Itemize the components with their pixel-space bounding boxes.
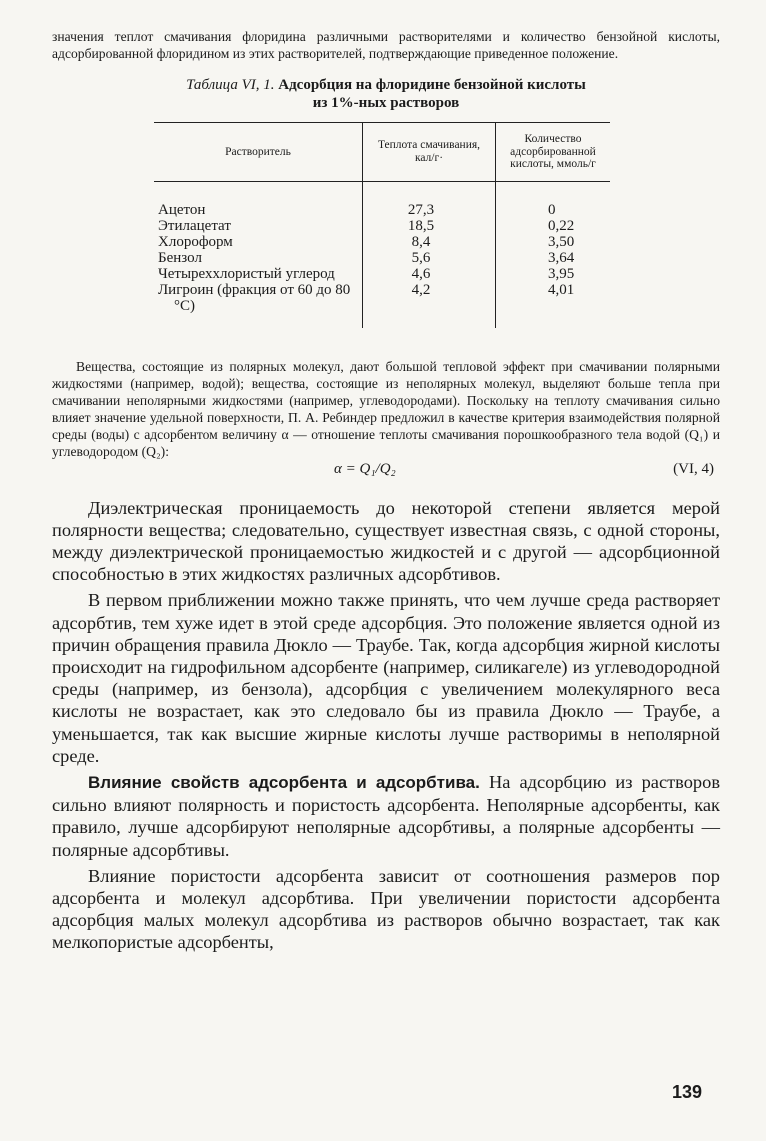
main-text xyxy=(52,497,720,954)
cell-heat: 27,3 xyxy=(363,181,496,218)
table-row xyxy=(154,250,610,266)
formula-expression: α = Q₁/Q₂ xyxy=(334,460,396,477)
cell-amount: 4,01 xyxy=(548,281,575,298)
table-row xyxy=(154,266,610,282)
table-caption-label: Таблица VI, 1. xyxy=(186,77,275,93)
formula xyxy=(52,461,720,481)
paragraph-adsorbent-properties xyxy=(52,771,720,861)
cell-solvent: Лигроин (фракция от 60 до 80 °С) xyxy=(158,281,351,314)
adsorption-table xyxy=(154,122,610,328)
cell-solvent: Хлороформ xyxy=(154,234,363,250)
cell-heat: 8,4 xyxy=(363,234,496,250)
cell-solvent: Этилацетат xyxy=(154,218,363,234)
page-content xyxy=(52,28,720,958)
cell-heat: 5,6 xyxy=(363,250,496,266)
table-row xyxy=(154,234,610,250)
table-row xyxy=(154,181,610,218)
cell-amount: 3,50 xyxy=(548,233,575,250)
header-solvent: Растворитель xyxy=(154,123,363,182)
intro-paragraph: значения теплот смачивания флоридина различными растворителями и количество бензойной кислоты, адсорбированной флоридином из этих растворителей, подтверждающие приведенное положение. xyxy=(52,29,720,61)
cell-amount: 3,64 xyxy=(548,249,575,266)
paragraph-porosity: Влияние пористости адсорбента зависит от соотношения размеров пор адсорбента и молекул адсорбтива. При увеличении пористости адсорбента адсорбция малых молекул адсорбтива из растворов обычно возрастает, так как мелкопористые адсорбенты, xyxy=(52,865,720,953)
cell-heat: 4,2 xyxy=(363,282,496,328)
cell-heat: 18,5 xyxy=(363,218,496,234)
table-caption xyxy=(52,76,720,112)
table-row xyxy=(154,218,610,234)
page-number: 139 xyxy=(672,1082,703,1102)
table-caption-title-line2: из 1%-ных растворов xyxy=(312,95,460,111)
paragraph-solvent-effect: В первом приближении можно также принять, что чем лучше среда растворяет адсорбтив, тем хуже идет в этой среде адсорбция. Это положение является одной из причин обращения правила Дюкло — Траубе. Так, когда адсорбция жирной кислоты происходит на гидрофильном адсорбенте (например, силикагеле) из углеводородной среды (например, из бензола), адсорбция с увеличением молекулярного веса кислоты не возрастает, как это следовало бы из правила Дюкло — Траубе, а уменьшается, так как высшие жирные кислоты лучше растворимы в неполярной среде. xyxy=(52,590,720,766)
header-heat: Теплота смачивания, кал/г· xyxy=(363,123,496,182)
cell-solvent: Четыреххлористый углерод xyxy=(158,265,335,282)
cell-amount: 0,22 xyxy=(548,217,575,234)
cell-amount: 0 xyxy=(548,201,556,218)
formula-number: (VI, 4) xyxy=(673,460,714,477)
cell-amount: 3,95 xyxy=(548,265,575,282)
table-caption-title-line1: Адсорбция на флоридине бензойной кислоты xyxy=(278,77,586,93)
small-paragraph: Вещества, состоящие из полярных молекул, дают большой тепловой эффект при смачивании полярными жидкостями (например, водой); вещества, состоящие из неполярных молекул, выделяют больше тепла при смачивании неполярными жидкостями (например, углеводородами). Поскольку на теплоту смачивания сильно влияет значение удельной поверхности, П. А. Ребиндер предложил в качестве критерия взаимодействия полярной среды (воды) с адсорбентом величину α — отношение теплоты смачивания порошкообразного тела водой (Q₁) и углеводородом (Q₂): xyxy=(52,358,720,459)
small-print-block xyxy=(52,358,720,481)
cell-solvent: Бензол xyxy=(154,250,363,266)
cell-heat: 4,6 xyxy=(363,266,496,282)
cell-solvent: Ацетон xyxy=(154,181,363,218)
section-heading: Влияние свойств адсорбента и адсорбтива. xyxy=(88,772,480,792)
table-row xyxy=(154,282,610,328)
section-heading-text: На адсорбцию из растворов сильно влияют полярность и пористость адсорбента. Неполярные адсорбенты, как правило, лучше адсорбируют неполярные адсорбтивы, а полярные адсорбенты — полярные адсорбтивы. xyxy=(52,771,720,860)
paragraph-dielectric: Диэлектрическая проницаемость до некоторой степени является мерой полярности вещества; следовательно, существует известная связь, с одной стороны, между диэлектрической проницаемостью жидкостей и с другой — адсорбционной способностью в этих жидкостях различных адсорбтивов. xyxy=(52,497,720,585)
header-amount: Количество адсорбированной кислоты, ммоль/г xyxy=(496,123,611,182)
